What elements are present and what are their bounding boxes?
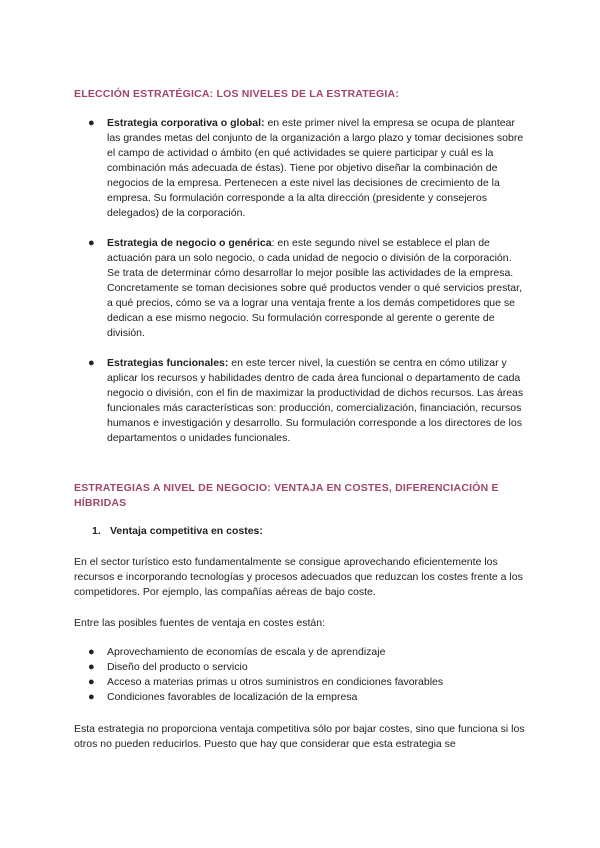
numbered-heading-label: Ventaja competitiva en costes:: [110, 525, 263, 537]
list-item: [84, 660, 524, 675]
list-item: [84, 645, 524, 660]
list-item-text: en este tercer nivel, la cuestión se centra en cómo utilizar y aplicar los recursos y habilidades dentro de cada área funcional o departamento de cada negocio o división, con el fin de maximizar la productividad de dichos recursos. Las áreas funcionales más características son: producción, comercialización, financiación, recursos humanos e investigación y desarrollo. Su formulación corresponde a los directores de los departamentos o unidades funcionales.: [107, 357, 524, 444]
list-item: [84, 690, 524, 705]
list-item-text: en este primer nivel la empresa se ocupa de plantear las grandes metas del conjunto de la organización a largo plazo y tomar decisiones sobre el campo de actividad o ámbito (en qué actividades se quiere participar y cuál es la combinación más adecuada de éstas). Tiene por objetivo diseñar la combinación de negocios de la empresa. Pertenecen a este nivel las decisiones de crecimiento de la empresa. Su formulación corresponde a la alta dirección (presidente y consejeros delegados) de la corporación.: [107, 117, 524, 219]
paragraph-cost-advantage: En el sector turístico esto fundamentalmente se consigue aprovechando eficientemente los recursos e incorporando tecnologías y procesos adecuados que reduzcan los costes frente a los competidores. Por ejemplo, las compañías aéreas de bajo coste.: [74, 556, 523, 598]
bullet-icon: ●: [88, 661, 95, 673]
list-item-term: Estrategia de negocio o genérica: [107, 237, 272, 249]
numbered-heading-number: 1.: [92, 525, 101, 537]
list-item-text: : en este segundo nivel se establece el plan de actuación para un solo negocio, o cada unidad de negocio o división de la corporación. Se trata de determinar cómo desarrollar lo mejor posible las actividades de la empresa. Concretamente se toman decisiones sobre qué productos vender o qué servicios prestar, a qué precios, cómo se va a lograr una ventaja frente a los demás competidores que se dedican a ese mismo negocio. Su formulación corresponde al gerente o gerente de división.: [107, 237, 522, 339]
list-item-term: Estrategia corporativa o global:: [107, 117, 265, 129]
bullet-icon: ●: [88, 676, 95, 688]
bullet-icon: ●: [88, 357, 95, 369]
list-item: [84, 675, 524, 690]
section-heading-business-strategies: ESTRATEGIAS A NIVEL DE NEGOCIO: VENTAJA EN COSTES, DIFERENCIACIÓN E HÍBRIDAS: [74, 482, 499, 509]
paragraph-sources-intro: Entre las posibles fuentes de ventaja en costes están:: [74, 617, 325, 629]
list-item-text: Condiciones favorables de localización de la empresa: [107, 691, 358, 703]
list-item: [84, 236, 524, 341]
list-item-text: Aprovechamiento de economías de escala y de aprendizaje: [107, 646, 386, 658]
bullet-icon: ●: [88, 646, 95, 658]
section-heading-strategy-levels: ELECCIÓN ESTRATÉGICA: LOS NIVELES DE LA ESTRATEGIA:: [74, 88, 400, 100]
list-item: [84, 356, 524, 446]
list-item-text: Acceso a materias primas u otros suministros en condiciones favorables: [107, 676, 444, 688]
numbered-heading-cost-advantage: [92, 524, 263, 539]
list-item-term: Estrategias funcionales:: [107, 357, 229, 369]
list-item-text: Diseño del producto o servicio: [107, 661, 248, 673]
cost-sources-list: [84, 645, 524, 705]
strategy-levels-list: [84, 116, 524, 461]
bullet-icon: ●: [88, 117, 95, 129]
paragraph-strategy-note: Esta estrategia no proporciona ventaja competitiva sólo por bajar costes, sino que funciona si los otros no pueden reducirlos. Puesto que hay que considerar que esta estrategia se: [74, 723, 525, 750]
bullet-icon: ●: [88, 691, 95, 703]
list-item: [84, 116, 524, 221]
bullet-icon: ●: [88, 237, 95, 249]
